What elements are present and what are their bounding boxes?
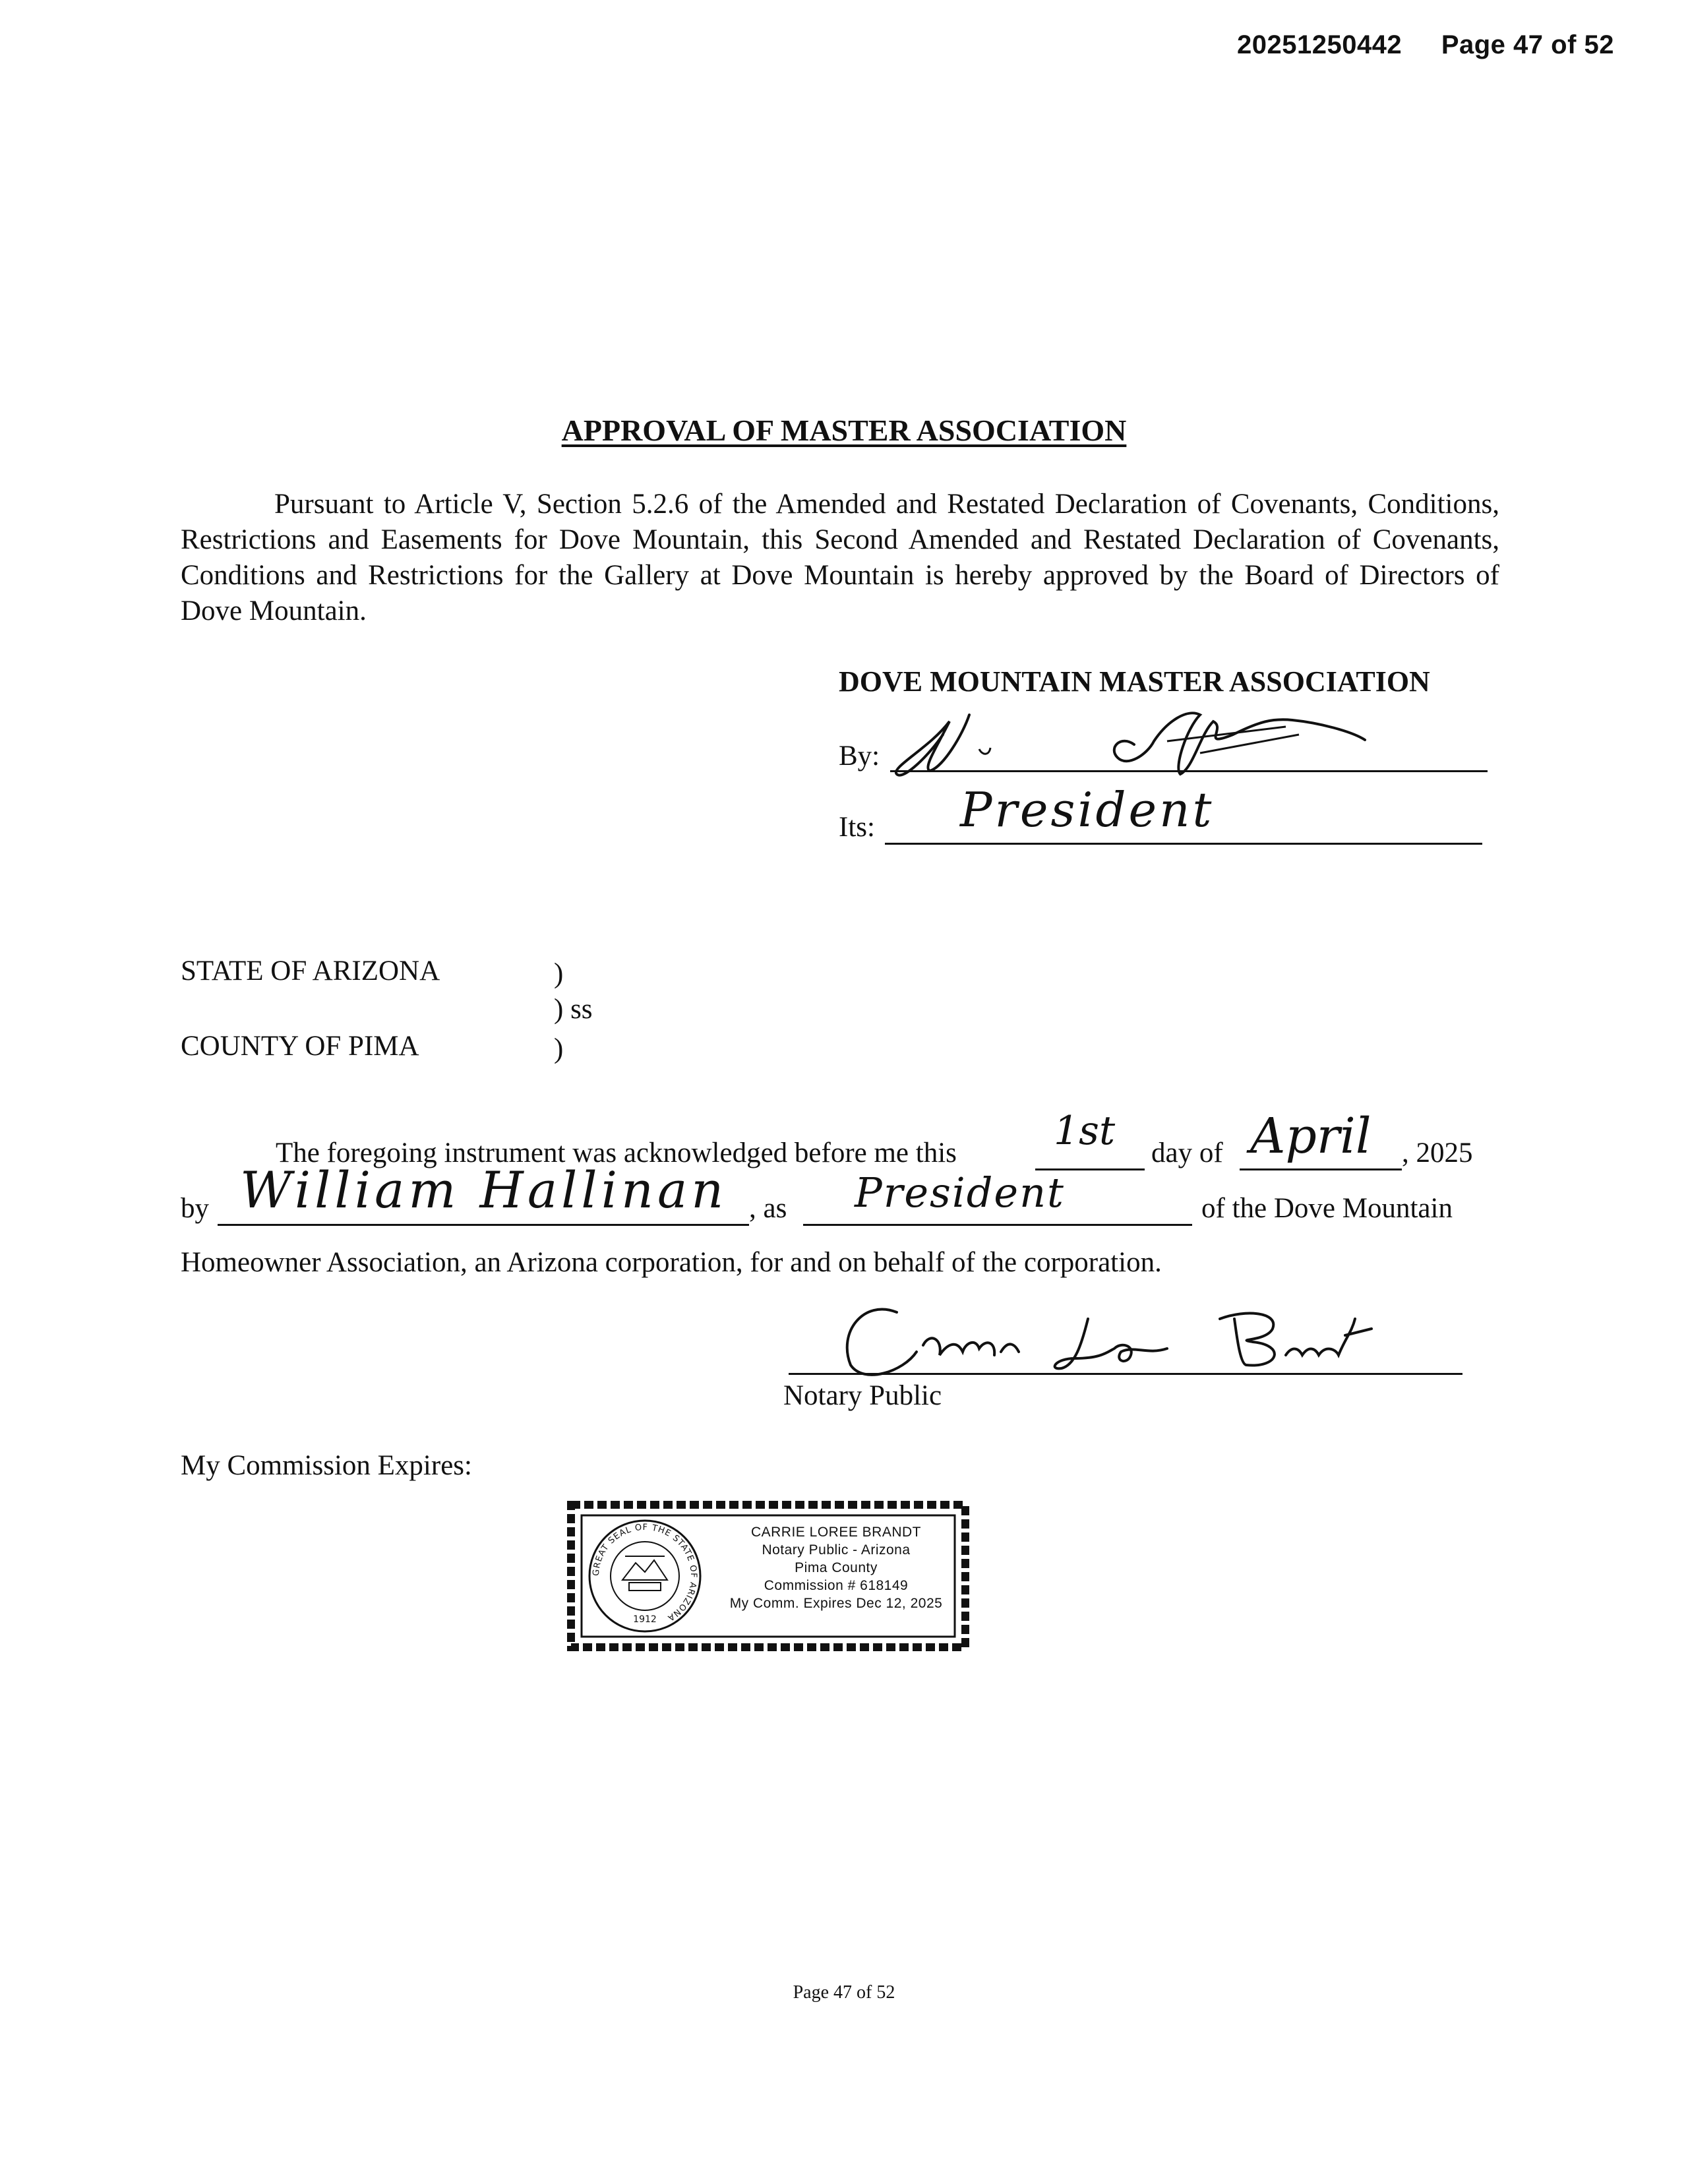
year-text: , 2025 [1402, 1138, 1473, 1168]
page-footer: Page 47 of 52 [793, 1982, 895, 2003]
page-label: Page 47 of 52 [1441, 30, 1614, 59]
ack-line1-prefix: The foregoing instrument was acknowledged before me this [276, 1138, 957, 1168]
stamp-text [717, 1523, 955, 1612]
commission-expires-label: My Commission Expires: [181, 1450, 472, 1481]
month-handwritten: April [1250, 1108, 1372, 1165]
notary-signature [824, 1292, 1404, 1391]
approval-paragraph [181, 487, 1499, 629]
title-line [803, 1224, 1192, 1226]
month-line [1240, 1168, 1402, 1170]
notary-signature-line [789, 1373, 1462, 1375]
seal-year: 1912 [633, 1614, 657, 1625]
recording-header [1205, 30, 1614, 60]
venue-paren-top: ) [554, 958, 564, 989]
stamp-notary-name: CARRIE LOREE BRANDT [750, 1525, 922, 1540]
state-line: STATE OF ARIZONA [181, 956, 440, 986]
stamp-expires: My Comm. Expires Dec 12, 2025 [729, 1596, 943, 1611]
ack-by-label: by [181, 1193, 209, 1224]
its-label: Its: [839, 812, 875, 843]
ack-of-text: of the Dove Mountain [1201, 1193, 1453, 1224]
stamp-county: Pima County [795, 1560, 878, 1575]
county-line: COUNTY OF PIMA [181, 1031, 419, 1062]
stamp-commission: Commission # 618149 [764, 1578, 909, 1593]
notary-stamp [566, 1498, 971, 1654]
name-handwritten: William Hallinan [240, 1161, 728, 1219]
its-line [885, 843, 1482, 845]
name-line [218, 1224, 749, 1226]
by-label: By: [839, 741, 880, 772]
venue-ss: ) ss [554, 994, 593, 1025]
president-signature [890, 695, 1484, 787]
seal-arc-text: GREAT SEAL OF THE STATE OF ARIZONA [591, 1522, 699, 1623]
association-name: DOVE MOUNTAIN MASTER ASSOCIATION [839, 665, 1430, 698]
document-title: APPROVAL OF MASTER ASSOCIATION [561, 413, 1127, 447]
arizona-seal-icon [586, 1517, 704, 1635]
approval-paragraph-text: Pursuant to Article V, Section 5.2.6 of the Amended and Restated Declaration of Covenants, Conditions, Restrictions and Easements for Dove Mountain, this Second Amended and Restated Declaration of Covenants, Conditions and Restrictions for the Gallery at Dove Mountain is hereby approved by the Board of Directors of Dove Mountain. [181, 489, 1499, 626]
instrument-number: 20251250442 [1236, 30, 1402, 59]
ack-as-label: , as [749, 1193, 787, 1224]
venue-paren-bottom: ) [554, 1033, 564, 1064]
ack-line3: Homeowner Association, an Arizona corporation, for and on behalf of the corporation. [181, 1247, 1162, 1278]
day-handwritten: 1st [1054, 1108, 1116, 1154]
notary-public-label: Notary Public [783, 1380, 942, 1411]
day-of-label: day of [1151, 1138, 1223, 1168]
title-handwritten: President [855, 1168, 1065, 1217]
its-handwritten-value: President [960, 782, 1215, 837]
stamp-notary-title: Notary Public - Arizona [762, 1542, 911, 1558]
